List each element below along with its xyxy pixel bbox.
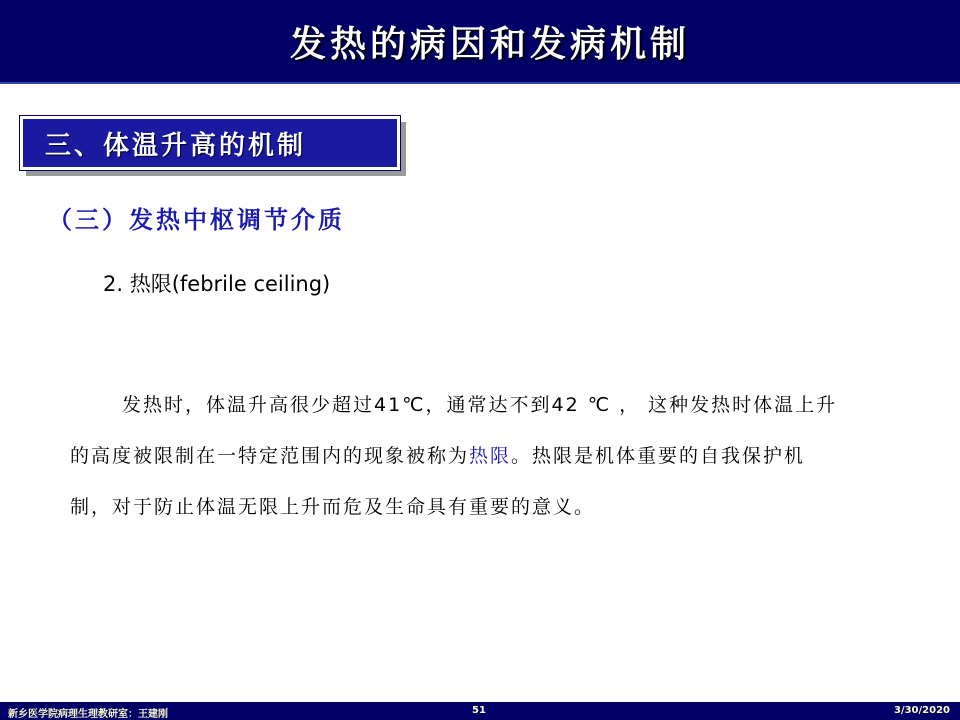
slide-title: 发热的病因和发病机制 xyxy=(289,22,690,65)
paragraph-text-1: 发热时，体温升高很少超过41℃，通常达不到42 ℃ ， 这种发热时体温上升的高度被限制在一特定范围内的现象被称为 xyxy=(70,394,838,467)
point-heading: 2. 热限(febrile ceiling) xyxy=(103,272,331,296)
page-number: 51 xyxy=(472,705,486,716)
subheading: （三）发热中枢调节介质 xyxy=(48,206,345,234)
title-bar xyxy=(0,0,960,84)
body-paragraph xyxy=(70,380,840,533)
footer-author: 新乡医学院病理生理教研室：王建刚 xyxy=(8,709,168,720)
footer-date: 3/30/2020 xyxy=(893,705,950,716)
section-heading: 三、体温升高的机制 xyxy=(45,130,307,161)
footer-bar xyxy=(0,702,960,720)
highlighted-term: 热限 xyxy=(469,445,512,467)
section-box xyxy=(20,116,400,170)
paragraph-text-2: 。热限是机体重要的自我保护机制，对于防止体温无限上升而危及生命具有重要的意义。 xyxy=(70,445,806,518)
